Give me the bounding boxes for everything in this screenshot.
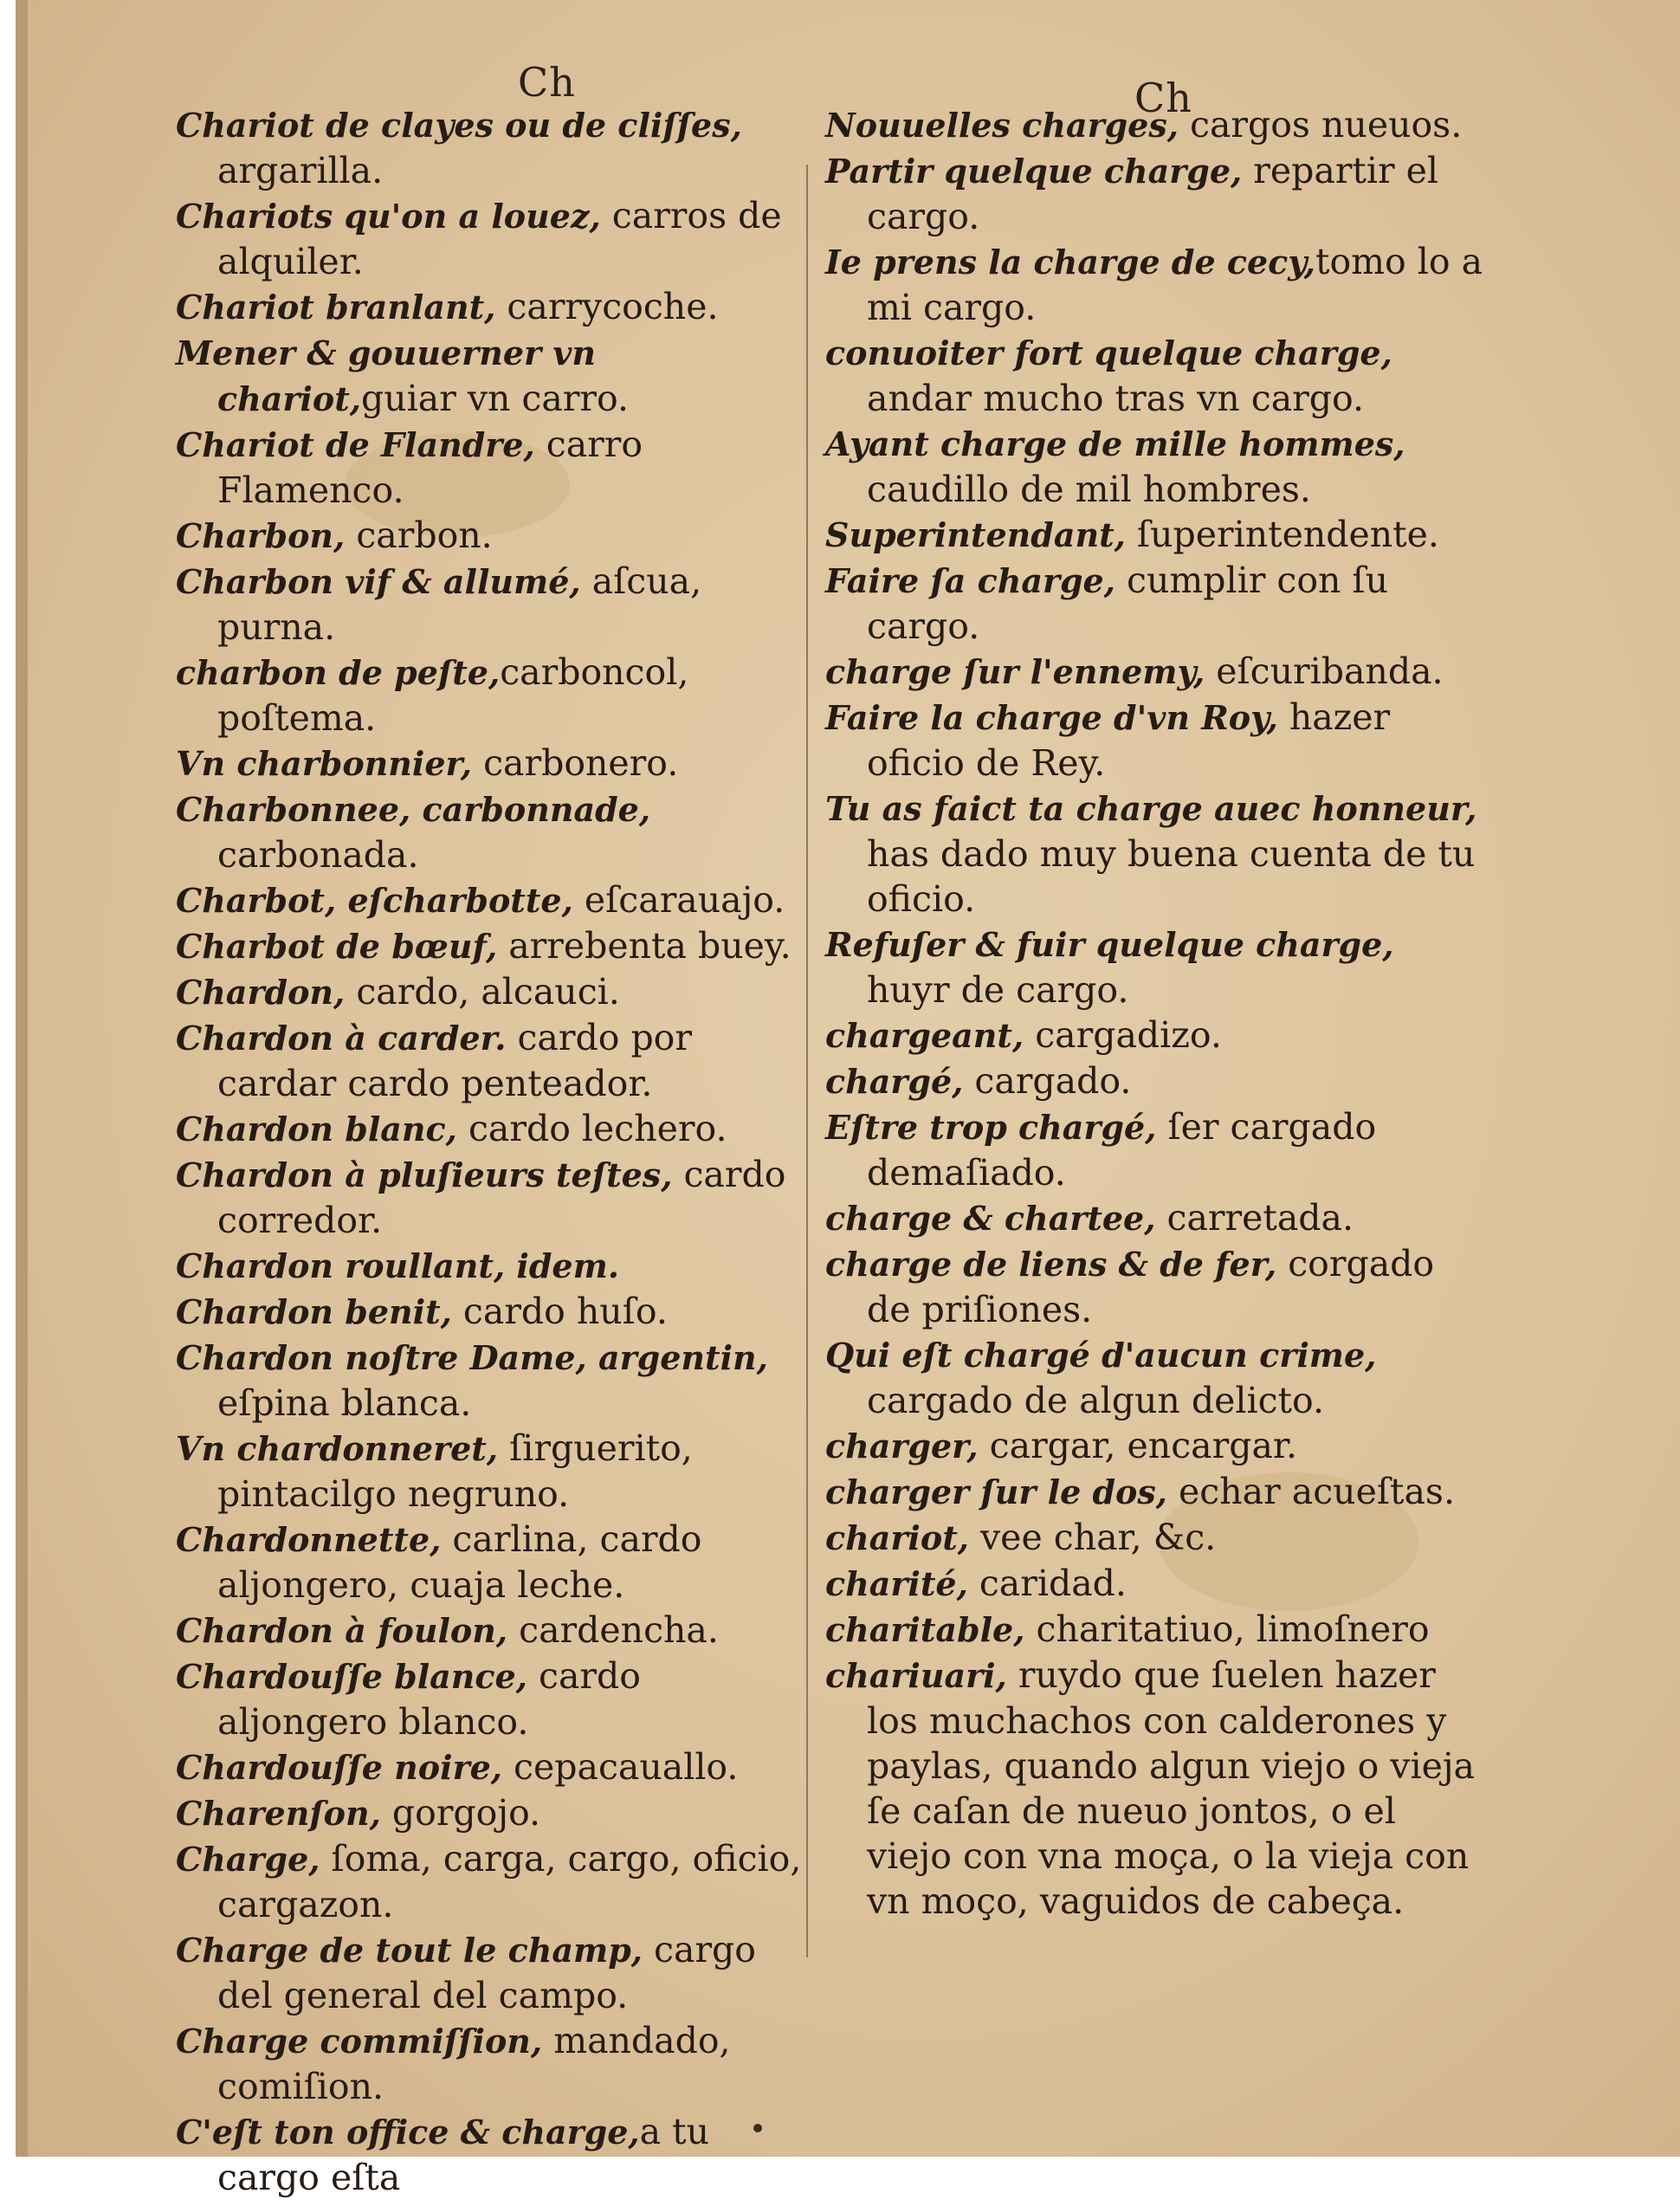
entry-headword: Chardon roullant, idem. (176, 1246, 620, 1285)
dictionary-entry (176, 741, 817, 786)
dictionary-entry (825, 512, 1483, 558)
entry-translation: eſpina blanca. (217, 1382, 472, 1424)
running-head-right: Ch (1134, 74, 1192, 121)
entry-translation: cepacauallo. (502, 1746, 739, 1788)
entry-headword: Charge, (176, 1840, 320, 1879)
dictionary-entry (176, 1790, 817, 1836)
entry-headword: Chardon à carder. (176, 1019, 507, 1058)
dictionary-entry (176, 1015, 817, 1106)
entry-headword: conuoiter fort quelque charge, (825, 333, 1392, 372)
dictionary-entry (825, 1423, 1483, 1469)
entry-translation: cardo aljongero blanco. (217, 1655, 641, 1743)
dictionary-entry (825, 421, 1483, 512)
entry-translation: cargos nueuos. (1178, 104, 1463, 146)
dictionary-entry (176, 1517, 817, 1608)
dictionary-entry (176, 1106, 817, 1152)
entry-translation: cargado de algun delicto. (867, 1380, 1325, 1421)
dictionary-entry (176, 1289, 817, 1335)
entry-translation: cargo del general del campo. (217, 1929, 756, 2016)
dictionary-entry (176, 513, 817, 559)
entry-translation: carboncol, poſtema. (217, 651, 689, 739)
entry-translation: repartir el cargo. (867, 150, 1439, 237)
entry-headword: Superintendant, (825, 515, 1126, 554)
entry-translation: hazer oficio de Rey. (867, 696, 1391, 784)
dictionary-entry (825, 695, 1483, 786)
entry-headword: Chardon, (176, 973, 346, 1012)
dictionary-entry (176, 2109, 817, 2200)
dictionary-entry (176, 1653, 817, 1744)
entry-headword: Faire ſa charge, (825, 561, 1115, 600)
entry-translation: cargadizo. (1024, 1014, 1222, 1056)
entry-headword: Chardonnette, (176, 1520, 442, 1559)
dictionary-entry (825, 1469, 1483, 1515)
dictionary-entry (825, 330, 1483, 421)
dictionary-entry (176, 1426, 817, 1517)
dictionary-entry (825, 1561, 1483, 1607)
entry-headword: Eſtre trop chargé, (825, 1108, 1157, 1147)
entry-headword: Chariot de Flandre, (176, 425, 535, 464)
entry-translation: tomo lo a mi cargo. (867, 241, 1483, 328)
entry-headword: Charbonnee, carbonnade, (176, 790, 651, 829)
entry-headword: charger ſur le dos, (825, 1472, 1168, 1511)
dictionary-entry (176, 284, 817, 330)
entry-translation: corgado de priſiones. (867, 1243, 1435, 1330)
dictionary-entry (176, 969, 817, 1015)
entry-headword: Partir quelque charge, (825, 152, 1243, 191)
dictionary-entry (825, 1241, 1483, 1332)
entry-headword: charbon de peſte, (176, 653, 501, 692)
entry-translation: vee char, &c. (968, 1517, 1217, 1558)
entry-translation: gorgojo. (380, 1792, 541, 1834)
dictionary-entry (176, 2018, 817, 2109)
right-column (825, 102, 1483, 1924)
entry-translation: echar acueſtas. (1167, 1471, 1455, 1512)
dictionary-entry (176, 330, 817, 422)
entry-translation: ſuperintendente. (1125, 514, 1439, 555)
entry-translation: huyr de cargo. (867, 969, 1129, 1011)
entry-translation: cardo huſo. (451, 1291, 668, 1332)
entry-translation: cargado. (963, 1060, 1132, 1102)
dictionary-entry (825, 1332, 1483, 1423)
entry-translation: cardo, alcauci. (345, 971, 620, 1013)
dictionary-entry (176, 1243, 817, 1289)
entry-headword: charger, (825, 1427, 979, 1466)
entry-translation: ſirguerito, pintacilgo negruno. (217, 1427, 693, 1515)
entry-translation: caudillo de mil hombres. (867, 469, 1311, 510)
dictionary-entry (176, 877, 817, 923)
entry-headword: Charbon, (176, 516, 346, 555)
entry-translation: aſcua, purna. (217, 560, 702, 648)
entry-headword: Chardouſſe blance, (176, 1657, 527, 1696)
entry-headword: charge de liens & de fer, (825, 1245, 1277, 1284)
entry-headword: chariot, (825, 1518, 969, 1557)
entry-headword: chariuari, (825, 1656, 1007, 1695)
entry-headword: Vn chardonneret, (176, 1429, 499, 1468)
entry-headword: Vn charbonnier, (176, 744, 473, 783)
dictionary-entry (176, 102, 817, 193)
entry-translation: carbon. (345, 514, 493, 556)
dictionary-entry (176, 1335, 817, 1426)
dictionary-entry (176, 193, 817, 284)
entry-headword: C'eſt ton office & charge, (176, 2113, 640, 2151)
entry-translation: carbonada. (217, 834, 419, 876)
entry-translation: carretada. (1155, 1197, 1354, 1239)
ink-dot (753, 2124, 762, 2132)
dictionary-page (16, 0, 1680, 2198)
dictionary-entry (176, 1152, 817, 1243)
running-head-left: Ch (518, 59, 576, 106)
entry-translation: caridad. (967, 1563, 1127, 1604)
entry-headword: Chardon noſtre Dame, argentin, (176, 1338, 768, 1377)
entry-headword: Charge commiſſion, (176, 2022, 543, 2061)
dictionary-entry (825, 1104, 1483, 1195)
entry-translation: has dado muy buena cuenta de tu oficio. (867, 833, 1476, 920)
entry-headword: Nouuelles charges, (825, 106, 1179, 145)
dictionary-entry (825, 1013, 1483, 1058)
entry-headword: Faire la charge d'vn Roy, (825, 698, 1278, 737)
entry-translation: cargar, encargar. (978, 1425, 1298, 1466)
dictionary-entry (825, 649, 1483, 695)
dictionary-entry (176, 422, 817, 513)
entry-headword: charge ſur l'ennemy, (825, 652, 1205, 691)
entry-headword: Chardon blanc, (176, 1110, 457, 1149)
entry-translation: eſcarauajo. (572, 879, 785, 921)
entry-translation: carro Flamenco. (217, 424, 643, 511)
entry-translation: andar mucho tras vn cargo. (867, 378, 1364, 419)
dictionary-entry (176, 1836, 817, 1927)
entry-headword: Charenſon, (176, 1794, 381, 1833)
dictionary-entry (176, 923, 817, 969)
entry-translation: carbonero. (472, 742, 679, 784)
entry-headword: chargeant, (825, 1016, 1024, 1055)
entry-translation: carlina, cardo aljongero, cuaja leche. (217, 1518, 702, 1606)
entry-translation: carrycoche. (495, 286, 719, 327)
entry-headword: Chardon benit, (176, 1292, 452, 1331)
entry-headword: Charbon vif & allumé, (176, 562, 581, 601)
entry-headword: Mener & gouuerner vn chariot, (176, 333, 596, 418)
entry-headword: chargé, (825, 1062, 964, 1101)
dictionary-entry (825, 148, 1483, 239)
entry-headword: Chariot de clayes ou de cliſſes, (176, 106, 742, 145)
dictionary-entry (176, 1744, 817, 1790)
entry-translation: carros de alquiler. (217, 195, 782, 282)
dictionary-entry (825, 558, 1483, 649)
entry-headword: Tu as faict ta charge auec honneur, (825, 789, 1477, 828)
column-divider (806, 165, 808, 1957)
entry-headword: Refuſer & fuir quelque charge, (825, 925, 1394, 964)
entry-translation: arrebenta buey. (497, 925, 792, 967)
dictionary-entry (825, 1653, 1483, 1924)
entry-translation: charitatiuo, limoſnero (1024, 1608, 1430, 1650)
entry-headword: Charbot de bœuf, (176, 927, 498, 966)
dictionary-entry (825, 102, 1483, 148)
entry-headword: Chardouſſe noire, (176, 1748, 502, 1787)
entry-headword: Ie prens la charge de cecy, (825, 243, 1315, 281)
entry-headword: Chardon à pluſieurs teſtes, (176, 1155, 673, 1194)
dictionary-entry (176, 650, 817, 741)
dictionary-entry (176, 1608, 817, 1653)
dictionary-entry (825, 239, 1483, 330)
entry-translation: ruydo que ſuelen hazer los muchachos con calderones y paylas, quando algun viejo o vieja ſe caſan de nueuo jontos, o el viejo con vna moça, o la vieja con vn moço, vaguidos de cabeça. (867, 1654, 1476, 1922)
entry-headword: charge & chartee, (825, 1199, 1156, 1238)
dictionary-entry (825, 1607, 1483, 1653)
entry-translation: argarilla. (217, 150, 384, 191)
entry-translation: mandado, comiſion. (217, 2020, 731, 2107)
entry-translation: ſer cargado demaſiado. (867, 1106, 1377, 1194)
dictionary-entry (176, 559, 817, 650)
dictionary-entry (825, 1058, 1483, 1104)
entry-headword: Qui eſt chargé d'aucun crime, (825, 1336, 1377, 1375)
entry-headword: Ayant charge de mille hommes, (825, 424, 1405, 463)
dictionary-entry (176, 786, 817, 877)
entry-headword: Charge de tout le champ, (176, 1931, 643, 1970)
entry-translation: a tu cargo eſta (217, 2111, 709, 2198)
entry-translation: guiar vn carro. (360, 378, 630, 419)
entry-headword: Chardon à foulon, (176, 1611, 508, 1650)
dictionary-entry (825, 922, 1483, 1013)
dictionary-entry (825, 1195, 1483, 1241)
page-edge (16, 0, 28, 2157)
entry-translation: cardencha. (507, 1609, 719, 1651)
entry-translation: cardo por cardar cardo penteador. (217, 1017, 692, 1104)
entry-translation: eſcuribanda. (1205, 650, 1444, 692)
entry-headword: Charbot, eſcharbotte, (176, 881, 573, 920)
entry-headword: charitable, (825, 1610, 1025, 1649)
entry-headword: Chariot branlant, (176, 288, 496, 327)
entry-translation: cardo lechero. (456, 1108, 727, 1149)
entry-headword: charité, (825, 1564, 968, 1603)
entry-translation: ſoma, carga, cargo, oficio, cargazon. (217, 1838, 802, 1925)
entry-translation: cardo corredor. (217, 1154, 786, 1241)
dictionary-entry (176, 1927, 817, 2018)
entry-translation: cumplir con ſu cargo. (867, 560, 1389, 647)
entry-headword: Chariots qu'on a louez, (176, 197, 601, 236)
dictionary-entry (825, 786, 1483, 922)
left-column (176, 102, 817, 2200)
dictionary-entry (825, 1515, 1483, 1561)
